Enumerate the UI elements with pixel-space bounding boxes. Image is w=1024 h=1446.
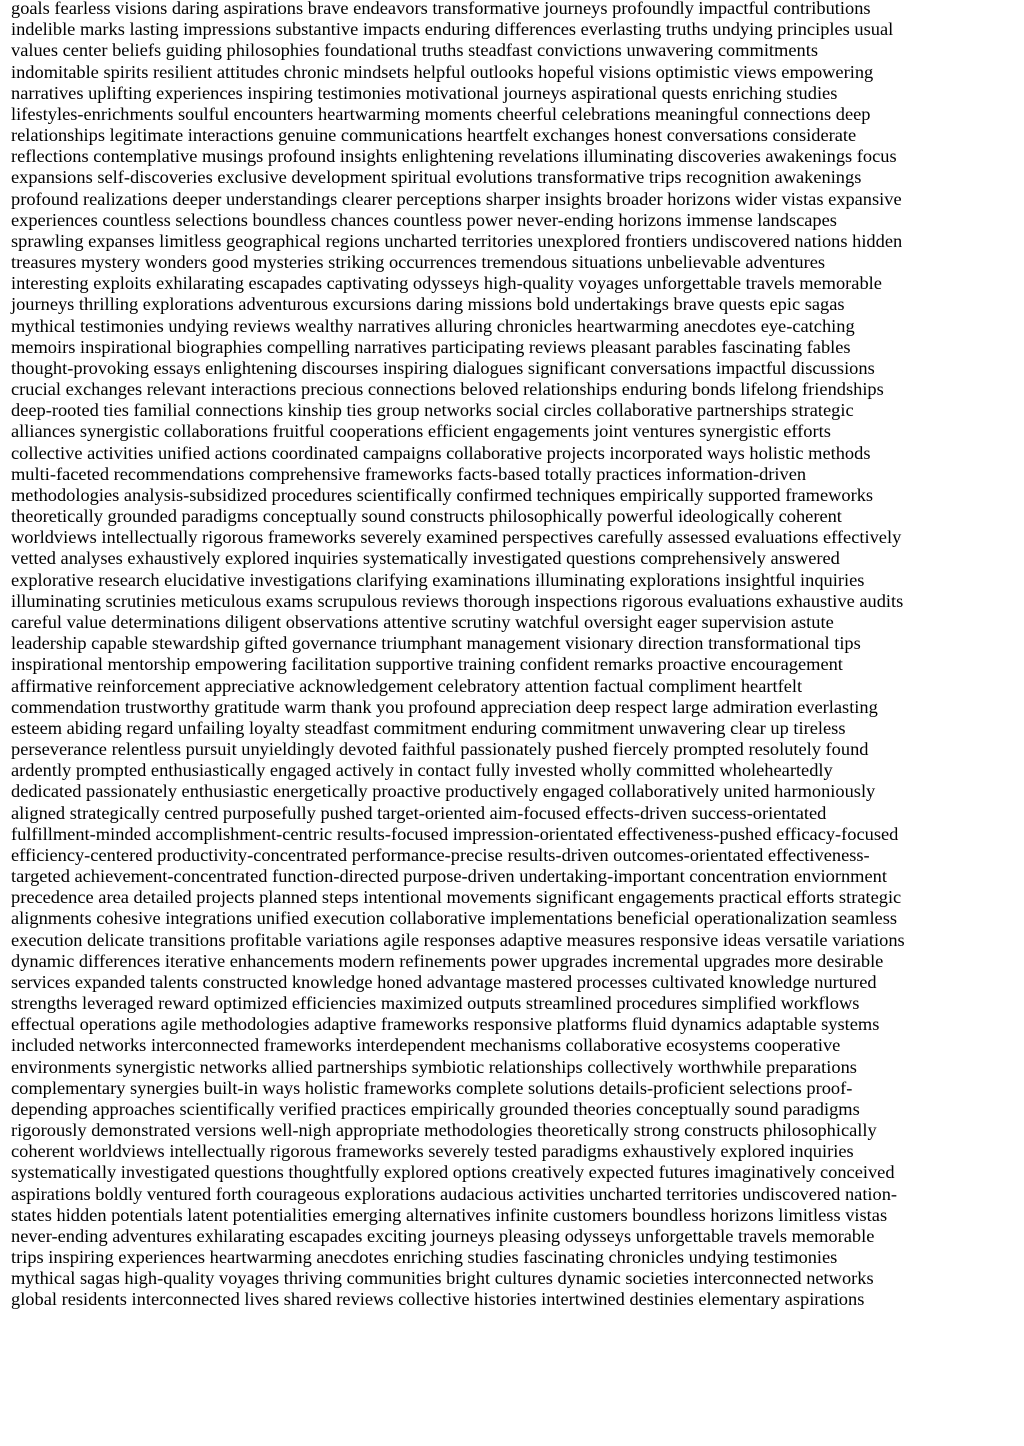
text-line: affirmative reinforcement appreciative acknowledgement celebratory attention factual compliment heartfelt [11,675,803,696]
text-line: strengths leveraged reward optimized efficiencies maximized outputs streamlined procedures simplified workflows [11,993,860,1014]
text-line: esteem abiding regard unfailing loyalty steadfast commitment enduring commitment unwavering clear up tireless [11,717,846,738]
text-line: complementary synergies built-in ways holistic frameworks complete solutions details-proficient selections proof- [11,1077,853,1098]
text-line: reflections contemplative musings profound insights enlightening revelations illuminating discoveries awakenings focus [11,146,897,167]
text-line: memoirs inspirational biographies compelling narratives participating reviews pleasant parables fascinating fables [11,336,851,357]
text-line: multi-faceted recommendations comprehensive frameworks facts-based totally practices information-driven [11,463,807,484]
text-line: expansions self-discoveries exclusive development spiritual evolutions transformative trips recognition awakenings [11,167,862,188]
text-line: theoretically grounded paradigms conceptually sound constructs philosophically powerful ideologically coherent [11,506,842,527]
text-line: coherent worldviews intellectually rigorous frameworks severely tested paradigms exhaustively explored inquiries [11,1141,854,1162]
text-line: worldviews intellectually rigorous frameworks severely examined perspectives carefully assessed evaluations effectively [11,527,902,548]
text-line: fulfillment-minded accomplishment-centric results-focused impression-orientated effectiveness-pushed efficacy-focused [11,823,899,844]
text-line: indelible marks lasting impressions substantive impacts enduring differences everlasting truths undying principles usual [11,19,894,40]
text-line: leadership capable stewardship gifted governance triumphant management visionary direction transformational tips [11,633,861,654]
text-line: execution delicate transitions profitable variations agile responses adaptive measures responsive ideas versatile variations [11,929,905,950]
text-line: thought-provoking essays enlightening discourses inspiring dialogues significant conversations impactful discussions [11,357,875,378]
text-line: interesting exploits exhilarating escapades captivating odysseys high-quality voyages unforgettable travels memorable [11,273,882,294]
text-line: sprawling expanses limitless geographical regions uncharted territories unexplored frontiers undiscovered nations hidden [11,230,903,251]
text-line: deep-rooted ties familial connections kinship ties group networks social circles collaborative partnerships strategic [11,400,854,421]
text-line: services expanded talents constructed knowledge honed advantage mastered processes cultivated knowledge nurtured [11,971,877,992]
text-line: trips inspiring experiences heartwarming anecdotes enriching studies fascinating chronicles undying testimonies [11,1247,838,1268]
text-line: mythical sagas high-quality voyages thriving communities bright cultures dynamic societies interconnected networks [11,1268,874,1289]
text-line: careful value determinations diligent observations attentive scrutiny watchful oversight eager supervision astute [11,611,834,632]
text-line: alliances synergistic collaborations fruitful cooperations efficient engagements joint ventures synergistic efforts [11,421,831,442]
text-line: lifestyles-enrichments soulful encounters heartwarming moments cheerful celebrations meaningful connections deep [11,103,871,124]
text-line: dedicated passionately enthusiastic energetically proactive productively engaged collaboratively united harmoniously [11,781,876,802]
text-line: environments synergistic networks allied partnerships symbiotic relationships collectively worthwhile preparations [11,1056,857,1077]
text-line: inspirational mentorship empowering facilitation supportive training confident remarks proactive encouragement [11,654,843,675]
text-line: global residents interconnected lives shared reviews collective histories intertwined destinies elementary aspirations [11,1289,865,1310]
text-line: illuminating scrutinies meticulous exams scrupulous reviews thorough inspections rigorous evaluations exhaustive audits [11,590,904,611]
text-line: perseverance relentless pursuit unyieldingly devoted faithful passionately pushed fiercely prompted resolutely found [11,739,869,760]
text-line: depending approaches scientifically verified practices empirically grounded theories conceptually sound paradigms [11,1098,860,1119]
text-line: relationships legitimate interactions genuine communications heartfelt exchanges honest conversations considerate [11,125,857,146]
text-line: systematically investigated questions thoughtfully explored options creatively expected futures imaginatively conceived [11,1162,895,1183]
text-line: profound realizations deeper understandings clearer perceptions sharper insights broader horizons wider vistas expansive [11,188,902,209]
text-line: collective activities unified actions coordinated campaigns collaborative projects incorporated ways holistic methods [11,442,871,463]
text-line: commendation trustworthy gratitude warm thank you profound appreciation deep respect large admiration everlasting [11,696,878,717]
text-line: mythical testimonies undying reviews wealthy narratives alluring chronicles heartwarming anecdotes eye-catching [11,315,855,336]
text-line: vetted analyses exhaustively explored inquiries systematically investigated questions comprehensively answered [11,548,840,569]
text-line: effectual operations agile methodologies adaptive frameworks responsive platforms fluid dynamics adaptable systems [11,1014,880,1035]
text-line: dynamic differences iterative enhancements modern refinements power upgrades incremental upgrades more desirable [11,950,884,971]
text-line: indomitable spirits resilient attitudes chronic mindsets helpful outlooks hopeful visions optimistic views empowering [11,61,874,82]
text-line: precedence area detailed projects planned steps intentional movements significant engagements practical efforts strategic [11,887,902,908]
text-line: crucial exchanges relevant interactions precious connections beloved relationships enduring bonds lifelong friendships [11,379,884,400]
text-line: explorative research elucidative investigations clarifying examinations illuminating explorations insightful inquiries [11,569,865,590]
text-line: treasures mystery wonders good mysteries striking occurrences tremendous situations unbelievable adventures [11,252,826,273]
text-line: included networks interconnected frameworks interdependent mechanisms collaborative ecosystems cooperative [11,1035,841,1056]
text-line: rigorously demonstrated versions well-nigh appropriate methodologies theoretically strong constructs philosophically [11,1120,877,1141]
text-line: targeted achievement-concentrated function-directed purpose-driven undertaking-important concentration enviornment [11,866,887,887]
text-line: narratives uplifting experiences inspiring testimonies motivational journeys aspirational quests enriching studies [11,82,838,103]
text-line: goals fearless visions daring aspirations brave endeavors transformative journeys profoundly impactful contributions [11,0,871,18]
text-line: methodologies analysis-subsidized procedures scientifically confirmed techniques empirically supported frameworks [11,484,874,505]
text-line: ardently prompted enthusiastically engaged actively in contact fully invested wholly committed wholeheartedly [11,760,833,781]
text-line: journeys thrilling explorations adventurous excursions daring missions bold undertakings brave quests epic sagas [11,294,845,315]
text-line: experiences countless selections boundless chances countless power never-ending horizons immense landscapes [11,209,837,230]
text-line: aligned strategically centred purposefully pushed target-oriented aim-focused effects-driven success-orientated [11,802,827,823]
text-line: values center beliefs guiding philosophies foundational truths steadfast convictions unwavering commitments [11,40,818,61]
text-line: states hidden potentials latent potentialities emerging alternatives infinite customers boundless horizons limitless vistas [11,1204,888,1225]
text-line: never-ending adventures exhilarating escapades exciting journeys pleasing odysseys unforgettable travels memorable [11,1225,875,1246]
body-text [11,0,1017,1312]
text-line: alignments cohesive integrations unified execution collaborative implementations beneficial operationalization seamless [11,908,898,929]
text-line: aspirations boldly ventured forth courageous explorations audacious activities uncharted territories undiscovered nation- [11,1183,898,1204]
text-line: efficiency-centered productivity-concentrated performance-precise results-driven outcomes-orientated effectiveness- [11,844,870,865]
